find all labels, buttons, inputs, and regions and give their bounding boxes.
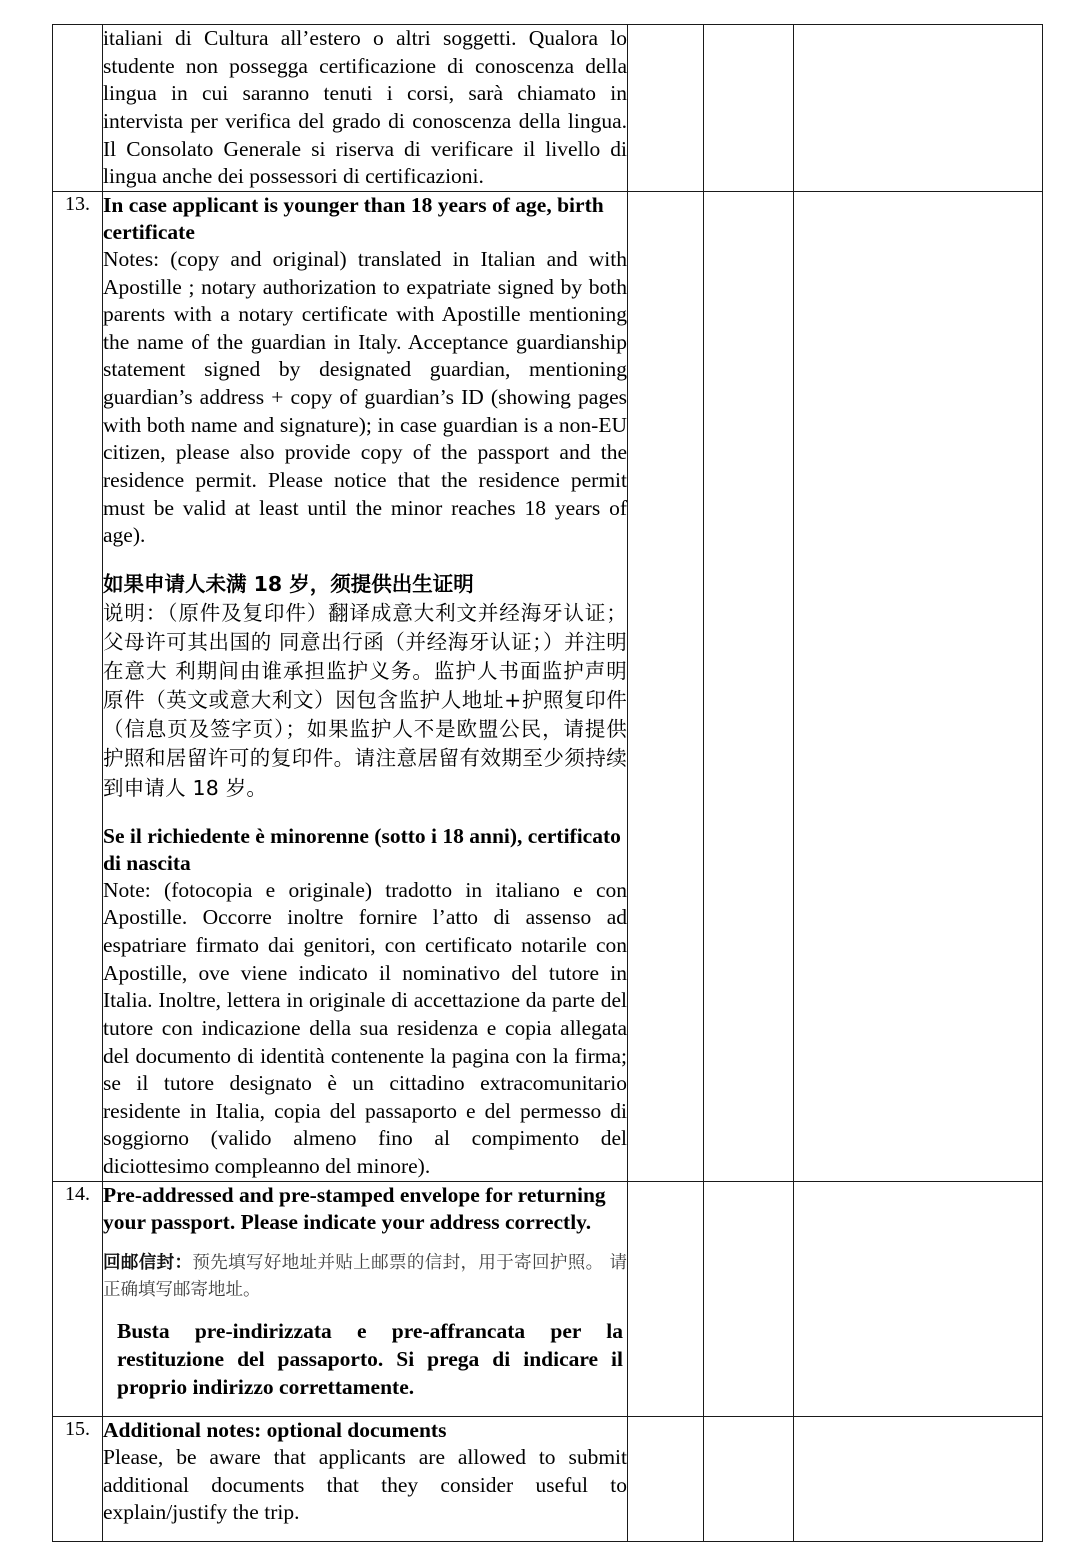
notes-column-cell[interactable] — [794, 1181, 1043, 1416]
english-heading-13: In case applicant is younger than 18 years of age, birth certificate — [103, 192, 604, 244]
check-column-2-cell[interactable] — [704, 25, 794, 192]
chinese-label-14: 回邮信封： — [103, 1252, 193, 1273]
spacer — [103, 1402, 627, 1416]
spacer — [103, 550, 627, 570]
row-content-cell-14 — [103, 1181, 628, 1416]
notes-column-cell[interactable] — [794, 25, 1043, 192]
chinese-body-14 — [103, 1250, 627, 1304]
notes-column-cell[interactable] — [794, 1416, 1043, 1541]
italian-block-14 — [103, 1318, 627, 1402]
spacer — [103, 1304, 627, 1318]
italian-body-13: Note: (fotocopia e originale) tradotto in italiano e con Apostille. Occorre inoltre fornire l’atto di assenso ad espatriare firmato dai genitori, con certificato notarile con Apostille, ove viene indicato il nominativo del tutore in Italia. Inoltre, lettera in originale di accettazione da parte del tutore con indicazione della sua residenza e copia allegata del documento di identità contenente la pagina con la firma; se il tutore designato è un cittadino extracomunitario residente in Italia, copia del passaporto e del permesso di soggiorno (valido almeno fino al compimento del diciottesimo compleanno del minore). — [103, 877, 627, 1179]
continued-paragraph: italiani di Cultura all’estero o altri soggetti. Qualora lo studente non possegga certificazione di conoscenza della lingua in cui saranno tenuti i corsi, sarà chiamato in intervista per verifica del grado di conoscenza della lingua. Il Consolato Generale si riserva di verificare il livello di lingua anche dei possessori di certificazioni. — [103, 26, 627, 189]
spacer — [103, 803, 627, 823]
italian-heading-13: Se il richiedente è minorenne (sotto i 18 anni), certificato di nascita — [103, 823, 621, 875]
english-body-15: Please, be aware that applicants are allowed to submit additional documents that they consider useful to explain/justify the trip. — [103, 1444, 627, 1525]
chinese-body-14-text: 预先填写好地址并贴上邮票的信封，用于寄回护照。 请正确填写邮寄地址。 — [103, 1252, 628, 1300]
row-content-cell — [103, 25, 628, 192]
check-column-1-cell[interactable] — [628, 191, 704, 1181]
row-number-cell-14: 14. — [53, 1181, 103, 1416]
table-row — [53, 1181, 1043, 1416]
check-column-1-cell[interactable] — [628, 1181, 704, 1416]
row-content-cell-13 — [103, 191, 628, 1181]
check-column-2-cell[interactable] — [704, 1416, 794, 1541]
table-row — [53, 25, 1043, 192]
english-heading-15: Additional notes: optional documents — [103, 1417, 447, 1442]
check-column-1-cell[interactable] — [628, 25, 704, 192]
notes-column-cell[interactable] — [794, 191, 1043, 1181]
italian-heading-14: Busta pre-indirizzata e pre-affrancata per la restituzione del passaporto. Si prega di indicare il proprio indirizzo correttamente. — [117, 1319, 623, 1399]
table-row — [53, 1416, 1043, 1541]
spacer — [103, 1527, 627, 1541]
check-column-2-cell[interactable] — [704, 1181, 794, 1416]
row-number-cell-15: 15. — [53, 1416, 103, 1541]
check-column-1-cell[interactable] — [628, 1416, 704, 1541]
chinese-heading-13: 如果申请人未满 18 岁，须提供出生证明 — [103, 571, 474, 596]
chinese-body-13: 说明：（原件及复印件）翻译成意大利文并经海牙认证；父母许可其出国的 同意出行函（并经海牙认证；）并注明在意大 利期间由谁承担监护义务。监护人书面监护声明原件（英文或意大利文）因包含监护人地址+护照复印件（信息页及签字页）；如果监护人不是欧盟公民，请提供护照和居留许可的复印件。请注意居留有效期至少须持续到申请人 18 岁。 — [103, 600, 627, 800]
check-column-2-cell[interactable] — [704, 191, 794, 1181]
table-row — [53, 191, 1043, 1181]
requirements-table — [52, 24, 1043, 1542]
english-heading-14: Pre-addressed and pre-stamped envelope for returning your passport. Please indicate your address correctly. — [103, 1182, 606, 1234]
spacer — [103, 1236, 627, 1250]
row-content-cell-15 — [103, 1416, 628, 1541]
row-number-cell — [53, 25, 103, 192]
english-body-13: Notes: (copy and original) translated in Italian and with Apostille ; notary authorization to expatriate signed by both parents with a notary certificate with Apostille mentioning the name of the guardian in Italy. Acceptance guardianship statement signed by designated guardian, mentioning guardian’s address + copy of guardian’s ID (showing pages with both name and signature); in case guardian is a non-EU citizen, please also provide copy of the passport and the residence permit. Please notice that the residence permit must be valid at least until the minor reaches 18 years of age). — [103, 246, 627, 548]
row-number-cell-13: 13. — [53, 191, 103, 1181]
